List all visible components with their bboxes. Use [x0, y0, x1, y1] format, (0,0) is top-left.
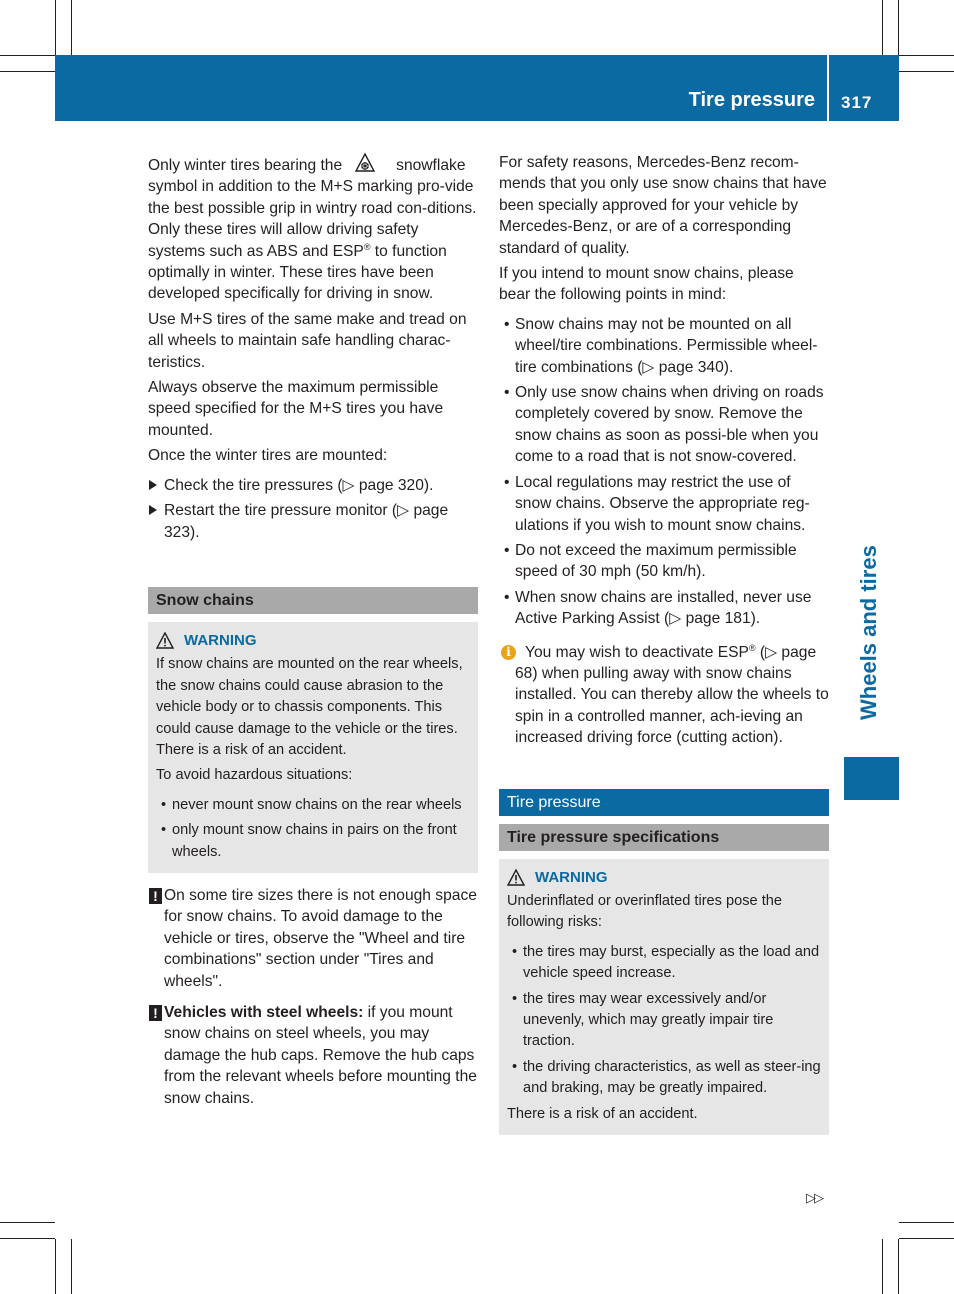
snow-chains-heading: Snow chains: [148, 587, 478, 614]
continued-mark: ▷▷: [806, 1190, 822, 1205]
crop-mark: [0, 1222, 55, 1223]
crop-mark: [899, 71, 954, 72]
crop-mark: [71, 1239, 72, 1294]
page-number: 317: [841, 93, 873, 112]
warning-header: WARNING: [507, 867, 821, 888]
arrow-right-icon: [149, 505, 157, 515]
crop-mark: [55, 1239, 56, 1294]
list-item: • only mount snow chains in pairs on the front wheels.: [161, 822, 457, 860]
section-title: Tire pressure: [688, 89, 815, 111]
list-item: • Only use snow chains when driving on roads completely covered by snow. Remove the snow chains as soon as possi-ble when you come to a road that is not snow-covered.: [504, 384, 824, 466]
warning-text: To avoid hazardous situations:: [156, 767, 353, 784]
page-header: [55, 55, 899, 121]
crop-mark: [898, 0, 899, 55]
crop-mark: [899, 55, 954, 56]
tire-pressure-specs-heading: Tire pressure specifications: [499, 824, 829, 851]
warning-box: [148, 622, 478, 873]
info-icon: i: [501, 645, 516, 660]
paragraph: Use M+S tires of the same make and tread on all wheels to maintain safe handling charac-teristics.: [148, 310, 467, 371]
list-item: • the tires may wear excessively and/or unevenly, which may greatly impair tire traction.: [512, 990, 774, 1050]
list-item: • never mount snow chains on the rear wheels: [161, 796, 462, 813]
list-item: • the driving characteristics, as well as steer-ing and braking, may be greatly impaired.: [512, 1058, 821, 1097]
list-item: • Snow chains may not be mounted on all wheel/tire combinations. Permissible wheel-tire combinations (▷ page 340).: [504, 315, 818, 376]
crop-mark: [0, 1238, 55, 1239]
arrow-right-icon: [149, 480, 157, 490]
crop-mark: [899, 1238, 954, 1239]
crop-mark: [0, 55, 55, 56]
warning-text: Underinflated or overinflated tires pose the following risks:: [507, 892, 783, 931]
right-column: [499, 152, 829, 1135]
action-step: Check the tire pressures (▷ page 320).: [148, 475, 478, 496]
exclamation-icon: !: [149, 1005, 162, 1021]
crop-mark: [55, 0, 56, 55]
chapter-tab-marker: [844, 757, 899, 800]
snowflake-mountain-icon: [354, 152, 376, 174]
warning-header: WARNING: [156, 630, 470, 651]
crop-mark: [898, 1239, 899, 1294]
list-item: • Local regulations may restrict the use of snow chains. Observe the appropriate reg-ulations if you wish to mount snow chains.: [504, 473, 810, 534]
info-note: i You may wish to deactivate ESP® (▷ page 68) when pulling away with snow chains installed. You can thereby allow the wheels to spin in a controlled manner, ach-ieving an increased driving force (cutting action).: [499, 642, 829, 749]
header-divider: [827, 55, 829, 121]
tire-pressure-heading: Tire pressure: [499, 789, 829, 816]
warning-triangle-icon: [507, 869, 525, 886]
warning-triangle-icon: [156, 632, 174, 649]
list-item: • Do not exceed the maximum permissible speed of 30 mph (50 km/h).: [504, 541, 797, 581]
list-item: • the tires may burst, especially as the load and vehicle speed increase.: [512, 943, 820, 982]
paragraph: Always observe the maximum permissible speed specified for the M+S tires you have mounted.: [148, 379, 444, 439]
warning-text: There is a risk of an accident.: [507, 1105, 698, 1122]
list-item: • When snow chains are installed, never use Active Parking Assist (▷ page 181).: [504, 588, 812, 628]
paragraph: Once the winter tires are mounted:: [148, 447, 388, 465]
paragraph: Only winter tires bearing the snowflake symbol in addition to the M+S marking pro-vide the best possible grip in wintry road con-ditions. Only these tires will allow driving safety systems such as ABS and ESP® to function optimally in winter. These tires have been developed specifically for driving in snow.: [148, 152, 478, 305]
chapter-tab-label: [836, 545, 881, 746]
crop-mark: [899, 1222, 954, 1223]
caution-note: ! Vehicles with steel wheels: if you mount snow chains on steel wheels, you may damage the hub caps. Remove the hub caps from the relevant wheels before mounting the snow chains.: [148, 1002, 478, 1109]
crop-mark: [882, 0, 883, 55]
left-column: [148, 152, 478, 1119]
warning-box: [499, 859, 829, 1135]
caution-note: ! On some tire sizes there is not enough space for snow chains. To avoid damage to the vehicle or tires, observe the "Wheel and tire combinations" section under "Tires and wheels".: [148, 885, 478, 992]
action-step: Restart the tire pressure monitor (▷ page 323).: [148, 500, 478, 543]
warning-text: If snow chains are mounted on the rear wheels, the snow chains could cause abrasion to the vehicle body or to chassis components. This could cause damage to the vehicle or the tires. There is a risk of an accident.: [156, 656, 463, 758]
crop-mark: [0, 71, 55, 72]
chapter-tab-text: Wheels and tires: [856, 545, 881, 720]
paragraph: For safety reasons, Mercedes-Benz recom-mends that you only use snow chains that have been specially approved for your vehicle by Mercedes-Benz, or are of a corresponding standard of quality.: [499, 154, 827, 257]
paragraph: If you intend to mount snow chains, please bear the following points in mind:: [499, 265, 794, 304]
exclamation-icon: !: [149, 888, 162, 904]
crop-mark: [882, 1239, 883, 1294]
crop-mark: [71, 0, 72, 55]
